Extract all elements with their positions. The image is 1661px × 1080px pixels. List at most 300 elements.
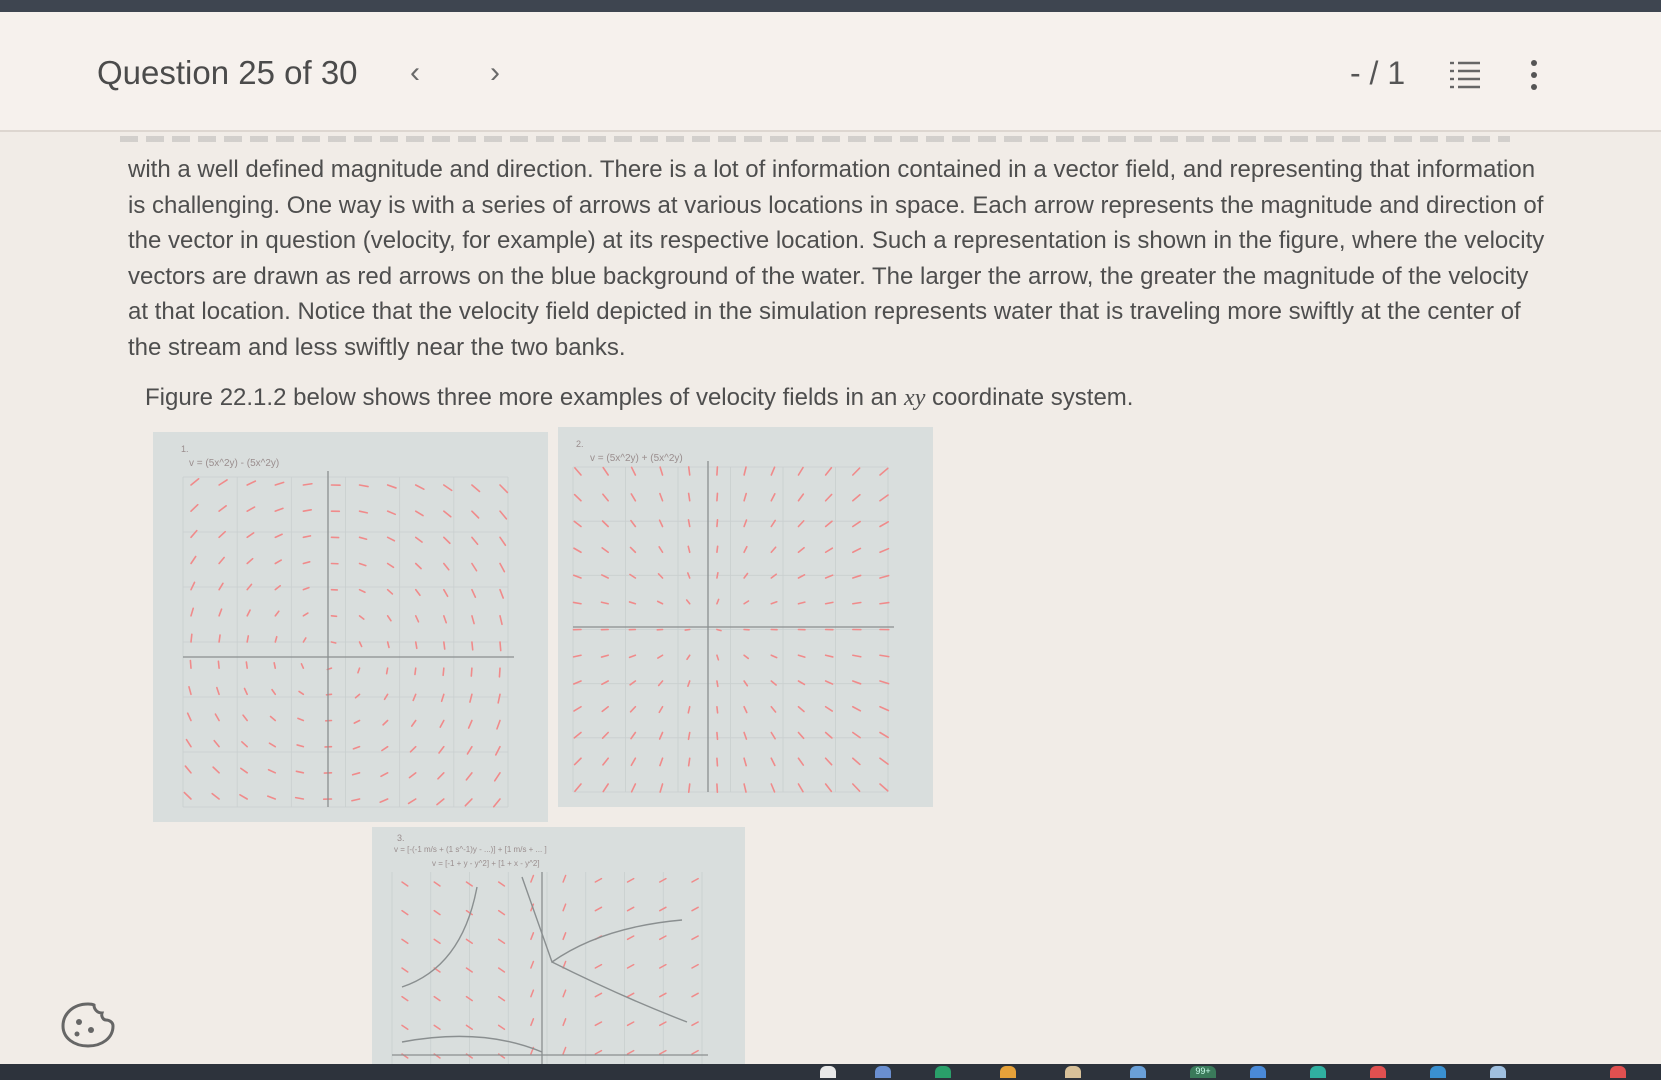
figure-2-arrow	[853, 655, 861, 657]
figure-1-arrow	[275, 637, 276, 642]
figure-2-arrow	[574, 655, 581, 657]
figure-1-arrow	[472, 616, 474, 624]
taskbar-app-icon[interactable]	[1250, 1066, 1266, 1078]
figure-2-arrow	[880, 468, 888, 475]
figure-2-arrow	[853, 707, 861, 711]
figure-2-arrow	[853, 548, 861, 552]
figure-1-arrow	[301, 664, 303, 668]
figure-1-arrow	[497, 721, 500, 729]
figure-2-arrow	[574, 733, 581, 738]
figure-2-arrow	[659, 681, 663, 685]
figure-3-formula: v = [-(-1 m/s + (1 s^-1)y - ...)] + [1 m/s + ... ]	[394, 845, 547, 854]
figure-1-arrow	[498, 694, 500, 703]
figure-1-arrow	[500, 511, 506, 519]
figure-1-arrow	[472, 511, 479, 518]
figure-1-arrow	[382, 747, 388, 751]
figure-3-arrow	[434, 1025, 440, 1029]
figure-3-arrow	[660, 1022, 666, 1025]
figure-3	[372, 827, 745, 1064]
figure-2-arrow	[602, 707, 608, 712]
figure-3-arrow	[563, 904, 566, 911]
figure-2-arrow	[660, 758, 663, 765]
figure-2-arrow	[687, 655, 690, 659]
figure-1-arrow	[416, 564, 421, 569]
figure-1-arrow	[331, 642, 335, 643]
figure-2-arrow	[603, 468, 608, 475]
figure-2-arrow	[631, 758, 635, 765]
figure-3-trajectory	[552, 962, 687, 1022]
figure-1-arrow	[242, 742, 247, 747]
taskbar-app-icon[interactable]	[1490, 1066, 1506, 1078]
figure-1-arrow	[411, 747, 416, 752]
figure-1-arrow	[214, 741, 219, 747]
figure-2-arrow	[798, 707, 804, 712]
figure-1-arrow	[303, 510, 311, 511]
taskbar-notification-badge[interactable]: 99+	[1190, 1066, 1216, 1078]
figure-2-arrow	[744, 655, 748, 658]
taskbar-app-icon[interactable]	[1430, 1066, 1446, 1078]
figure-1-arrow	[190, 660, 191, 668]
taskbar-app-icon[interactable]	[820, 1066, 836, 1078]
figure-3-arrow	[499, 997, 505, 1001]
figure-1-arrow	[219, 558, 224, 564]
taskbar-app-icon[interactable]	[1065, 1066, 1081, 1078]
figure-1-arrow	[299, 691, 303, 694]
figure-2-arrow	[771, 681, 776, 685]
figure-2-arrow	[798, 548, 804, 553]
figure-2-arrow	[853, 495, 860, 501]
figure-3-arrow	[692, 936, 698, 939]
clipped-text-line	[120, 136, 1510, 142]
figure-1-arrow	[303, 562, 309, 564]
figure-2-arrow	[744, 601, 748, 604]
figure-3-arrow	[434, 997, 440, 1001]
figure-3-arrow	[692, 965, 698, 968]
figure-2-arrow	[853, 758, 860, 764]
figure-1-arrow	[247, 507, 254, 511]
figure-2-arrow	[574, 521, 581, 526]
figure-2-arrow	[880, 495, 888, 501]
figure-1-arrow	[296, 771, 303, 773]
figure-2-arrow	[826, 468, 832, 475]
figure-2-arrow	[575, 784, 581, 791]
figure-3-arrow	[660, 907, 666, 910]
figure-1-arrow	[388, 616, 391, 621]
figure-2-arrow	[771, 467, 774, 475]
caption-text-post: coordinate system.	[925, 384, 1134, 411]
figure-3-arrow	[563, 875, 566, 882]
figure-1-arrow	[416, 537, 422, 542]
figure-2-plot	[558, 427, 933, 807]
figure-2-arrow	[630, 602, 636, 604]
figure-2-arrow	[744, 494, 746, 501]
figure-1-arrow	[219, 480, 227, 485]
figure-1-arrow	[500, 616, 502, 625]
figure-1-arrow	[416, 511, 423, 515]
figure-1-arrow	[360, 537, 367, 539]
figure-2-arrow	[771, 602, 777, 604]
figure-2-arrow	[658, 655, 663, 658]
figure-2-arrow	[826, 758, 832, 764]
figure-2-arrow	[826, 655, 833, 657]
figure-3-arrow	[660, 993, 666, 996]
figure-2-arrow	[771, 655, 776, 657]
question-list-button[interactable]	[1448, 58, 1482, 90]
figure-2-arrow	[717, 655, 718, 660]
figure-2-arrow	[687, 600, 690, 604]
figure-1-arrow	[383, 721, 388, 725]
figure-2-arrow	[880, 522, 888, 527]
figure-3-arrow	[628, 936, 634, 939]
figure-2-arrow	[798, 494, 803, 501]
figure-3-arrow	[628, 1051, 634, 1054]
figure-1-arrow	[219, 532, 225, 538]
figure-2-arrow	[658, 601, 663, 603]
figure-3-arrow	[531, 933, 534, 940]
prev-question-button[interactable]	[410, 56, 420, 90]
figure-3-arrow	[402, 911, 408, 915]
figure-1-arrow	[444, 537, 450, 543]
figure-1-arrow	[444, 511, 451, 517]
figure-2-arrow	[853, 522, 860, 527]
figure-2-arrow	[880, 681, 889, 684]
figure-3-arrow	[660, 936, 666, 939]
figure-2-arrow	[826, 521, 832, 526]
figure-3-arrow	[531, 1019, 534, 1026]
figure-2-arrow	[689, 467, 690, 475]
figure-3-arrow	[499, 882, 505, 886]
figure-2-arrow	[826, 602, 833, 603]
figure-2-arrow	[744, 573, 747, 578]
figure-1-arrow	[218, 661, 219, 668]
figure-1-arrow	[219, 609, 221, 616]
figure-2-arrow	[603, 494, 608, 500]
figure-3-arrow	[628, 1022, 634, 1025]
figure-3-trajectory	[402, 1036, 542, 1052]
figure-3-arrow	[499, 968, 505, 972]
figure-3-arrow	[402, 882, 408, 886]
figure-1-arrow	[191, 634, 192, 642]
question-paragraph: with a well defined magnitude and direction. There is a lot of information contained in a vector field, and representing that information is challenging. One way is with a series of arrows at various locations in space. Each arrow represents the magnitude and direction of the vector in question (velocity, for example) at its respective location. Such a representation is shown in the figure, where the velocity vectors are drawn as red arrows on the blue background of the water. The larger the arrow, the greater the magnitude of the velocity at that location. Notice that the velocity field depicted in the simulation represents water that is traveling more swiftly at the center of the stream and less swiftly near the two banks.	[128, 156, 1545, 361]
figure-2-arrow	[575, 758, 581, 764]
figure-1-arrow	[416, 590, 420, 596]
figure-2-arrow	[574, 707, 581, 711]
figure-2-arrow	[880, 549, 888, 553]
figure-3-arrow	[628, 993, 634, 996]
figure-1-arrow	[500, 564, 504, 572]
figure-3-plot	[372, 827, 745, 1064]
figure-2-arrow	[826, 733, 832, 738]
figure-1-arrow	[438, 773, 444, 779]
figure-2-arrow	[717, 758, 718, 766]
figure-1-arrow	[472, 642, 473, 650]
figure-1-arrow	[409, 799, 416, 803]
figure-2-arrow	[717, 681, 718, 686]
figure-2-arrow	[771, 784, 774, 792]
figure-2-arrow	[744, 467, 746, 475]
figure-2-arrow	[630, 681, 635, 685]
figure-3-arrow	[402, 968, 408, 972]
figure-2-arrow	[853, 733, 860, 738]
figure-2-arrow	[603, 733, 609, 739]
figure-1-arrow	[380, 799, 387, 802]
more-options-button[interactable]	[1528, 58, 1540, 92]
figure-1-arrow	[360, 590, 365, 593]
figure-2-arrow	[880, 576, 889, 578]
figure-2-arrow	[688, 681, 690, 686]
figure-1-arrow	[496, 747, 500, 755]
figure-1-arrow	[472, 590, 475, 598]
taskbar-app-icon[interactable]	[1370, 1066, 1386, 1078]
figure-1-arrow	[243, 715, 247, 720]
figure-1-arrow	[298, 718, 303, 720]
figure-2-arrow	[688, 546, 689, 552]
figure-2-arrow	[688, 707, 689, 713]
figure-1-arrow	[444, 616, 446, 623]
figure-2-arrow	[603, 521, 609, 526]
figure-1-arrow	[353, 773, 360, 775]
figure-1-arrow	[219, 506, 226, 511]
figure-3-arrow	[563, 933, 566, 940]
figure-1-arrow	[191, 556, 196, 563]
figure-3-arrow	[595, 907, 601, 910]
figure-3-arrow	[563, 1019, 566, 1026]
question-counter: Question 25 of 30	[97, 54, 358, 91]
figure-1-arrow	[275, 534, 282, 537]
next-question-button[interactable]	[490, 56, 500, 90]
figure-2-arrow	[771, 494, 775, 501]
figure-1-arrow	[212, 794, 219, 799]
figure-3-arrow	[660, 965, 666, 968]
figure-1-arrow	[444, 590, 448, 597]
figure-3-arrow	[402, 997, 408, 1001]
figure-1-arrow	[271, 717, 276, 721]
figure-1-arrow	[360, 616, 364, 619]
figure-2-arrow	[771, 574, 776, 578]
figure-2-arrow	[853, 784, 860, 791]
figure-2-arrow	[853, 468, 860, 475]
figure-2-arrow	[659, 547, 662, 552]
figure-1-arrow	[245, 689, 248, 695]
figure-1-arrow	[415, 668, 416, 674]
figure-1-arrow	[469, 721, 472, 729]
figure-1-arrow	[353, 747, 359, 749]
figure-1-arrow	[388, 485, 396, 488]
question-header	[0, 12, 1661, 132]
figure-1-arrow	[191, 479, 199, 485]
figure-3-trajectory	[522, 877, 682, 962]
figure-3-arrow	[595, 879, 601, 882]
figure-2-arrow	[689, 758, 690, 765]
figure-2-arrow	[717, 630, 721, 631]
figure-1-arrow	[470, 694, 472, 702]
figure-1-arrow	[297, 745, 303, 747]
figure-1-arrow	[247, 559, 252, 564]
figure-1-arrow	[247, 481, 255, 485]
figure-2-arrow	[826, 784, 832, 791]
figure-2-arrow	[631, 494, 635, 501]
figure-2-arrow	[771, 758, 775, 765]
figure-2-arrow	[744, 547, 747, 553]
figure-3-arrow	[434, 882, 440, 886]
figure-3-arrow	[628, 907, 634, 910]
figure-1-formula: v = (5x^2y) - (5x^2y)	[189, 458, 280, 469]
figure-3-arrow	[499, 911, 505, 915]
figure-1-arrow	[360, 642, 362, 646]
figure-1-arrow	[494, 799, 500, 807]
figure-2-arrow	[632, 784, 636, 792]
figure-2-arrow	[717, 520, 718, 527]
figure-2-arrow	[880, 733, 888, 738]
figure-1-arrow	[215, 714, 219, 720]
figure-2-arrow	[771, 707, 775, 712]
figure-1-arrow	[388, 642, 389, 647]
figure-3-arrow	[563, 990, 566, 997]
figure-2	[558, 427, 933, 807]
figure-1-arrow	[185, 766, 191, 773]
figure-3-arrow	[692, 907, 698, 910]
figure-2-arrow	[880, 758, 888, 764]
figure-1-arrow	[268, 796, 276, 799]
figure-1-arrow	[444, 642, 445, 649]
figure-2-arrow	[880, 707, 888, 711]
figure-3-arrow	[692, 1022, 698, 1025]
figure-2-arrow	[853, 603, 861, 604]
figure-2-formula: v = (5x^2y) + (5x^2y)	[590, 453, 683, 464]
figure-2-arrow	[798, 758, 803, 765]
figure-3-arrow	[628, 879, 634, 882]
figure-2-arrow	[688, 573, 690, 578]
taskbar-app-icon[interactable]	[1000, 1066, 1016, 1078]
taskbar-app-icon[interactable]	[1310, 1066, 1326, 1078]
figure-2-arrow	[659, 707, 662, 713]
figure-2-arrow	[630, 655, 636, 657]
figure-2-arrow	[880, 603, 889, 604]
figure-2-arrow	[798, 784, 803, 792]
caption-text-pre: Figure 22.1.2 below shows three more examples of velocity fields in an	[145, 384, 905, 411]
figure-2-arrow	[826, 707, 833, 711]
figure-2-arrow	[603, 784, 608, 792]
figure-3-arrow	[692, 879, 698, 882]
figure-1-arrow	[191, 608, 193, 616]
figure-2-arrow	[826, 548, 833, 552]
figure-3-arrow	[434, 939, 440, 943]
figure-1-arrow	[269, 770, 276, 773]
figure-1-arrow	[241, 768, 247, 772]
figure-1-arrow	[219, 583, 223, 589]
figure-2-arrow	[744, 758, 746, 765]
figure-1-arrow	[303, 638, 305, 642]
figure-2-arrow	[632, 467, 636, 475]
figure-1-arrow	[191, 505, 198, 511]
figure-2-arrow	[717, 707, 718, 713]
figure-1-arrow	[495, 773, 500, 781]
taskbar-app-icon[interactable]	[1610, 1066, 1626, 1078]
figure-1-arrow	[246, 662, 247, 668]
figure-3-arrow	[402, 1025, 408, 1029]
figure-2-arrow	[717, 493, 718, 500]
figure-1-arrow	[500, 537, 505, 545]
figure-1-arrow	[275, 586, 280, 590]
figure-2-arrow	[853, 575, 861, 578]
figure-1-arrow	[184, 793, 191, 799]
figure-3-arrow	[595, 1051, 601, 1054]
figure-2-arrow	[603, 758, 608, 765]
figure-3-arrow	[531, 990, 534, 997]
caption-variable: xy	[904, 385, 926, 411]
figure-3-arrow	[499, 939, 505, 943]
figure-1-number: 1.	[181, 444, 189, 454]
question-list-icon	[1448, 58, 1482, 90]
figure-3-number: 3.	[397, 833, 405, 843]
figure-2-arrow	[659, 574, 663, 578]
figure-2-arrow	[717, 573, 718, 578]
figure-2-arrow	[826, 494, 832, 500]
figure-2-arrow	[880, 655, 889, 656]
taskbar-app-icon[interactable]	[875, 1066, 891, 1078]
figure-1-arrow	[269, 743, 275, 746]
figure-2-arrow	[717, 599, 719, 603]
figure-1-arrow	[275, 560, 281, 563]
figure-1-arrow	[296, 798, 304, 799]
figure-2-arrow	[744, 707, 747, 713]
chevron-right-icon: ›	[490, 56, 500, 89]
figure-2-arrow	[685, 630, 689, 631]
cookie-settings-button[interactable]	[59, 1000, 117, 1048]
chevron-left-icon: ‹	[410, 56, 420, 89]
figure-1-arrow	[416, 642, 417, 648]
figure-1-arrow	[388, 511, 396, 514]
figure-3-arrow	[692, 1051, 698, 1054]
figure-1-arrow	[186, 740, 191, 747]
figure-1-arrow	[360, 564, 366, 566]
figure-2-arrow	[689, 784, 690, 792]
figure-1-arrow	[303, 484, 312, 485]
figure-1-arrow	[444, 485, 452, 490]
figure-1-arrow	[303, 613, 308, 616]
figure-2-arrow	[717, 733, 718, 740]
figure-3-arrow	[595, 993, 601, 996]
figure-2-arrow	[575, 468, 581, 475]
figure-1	[153, 432, 548, 822]
taskbar-app-icon[interactable]	[1130, 1066, 1146, 1078]
figure-1-arrow	[387, 668, 388, 674]
figure-1-arrow	[303, 588, 309, 590]
figure-3-arrow	[499, 1025, 505, 1029]
figure-1-arrow	[465, 799, 472, 806]
figure-1-arrow	[354, 721, 359, 724]
figure-3-arrow	[660, 1051, 666, 1054]
figure-1-arrow	[360, 511, 368, 513]
figure-1-arrow	[466, 773, 472, 780]
figure-1-arrow	[188, 713, 191, 720]
figure-1-arrow	[500, 642, 501, 651]
figure-2-arrow	[717, 546, 718, 552]
figure-3-arrow	[402, 939, 408, 943]
figure-3-arrow	[531, 961, 534, 968]
figure-1-arrow	[467, 747, 471, 754]
figure-1-arrow	[443, 668, 444, 675]
figure-1-arrow	[240, 795, 247, 799]
figure-2-arrow	[798, 602, 804, 604]
figure-1-arrow	[416, 616, 419, 622]
figure-caption	[145, 384, 1133, 412]
figure-1-arrow	[247, 636, 248, 642]
figure-3-arrow	[434, 911, 440, 915]
taskbar-app-icon[interactable]	[935, 1066, 951, 1078]
figure-2-arrow	[602, 548, 608, 552]
figure-2-arrow	[880, 784, 888, 791]
